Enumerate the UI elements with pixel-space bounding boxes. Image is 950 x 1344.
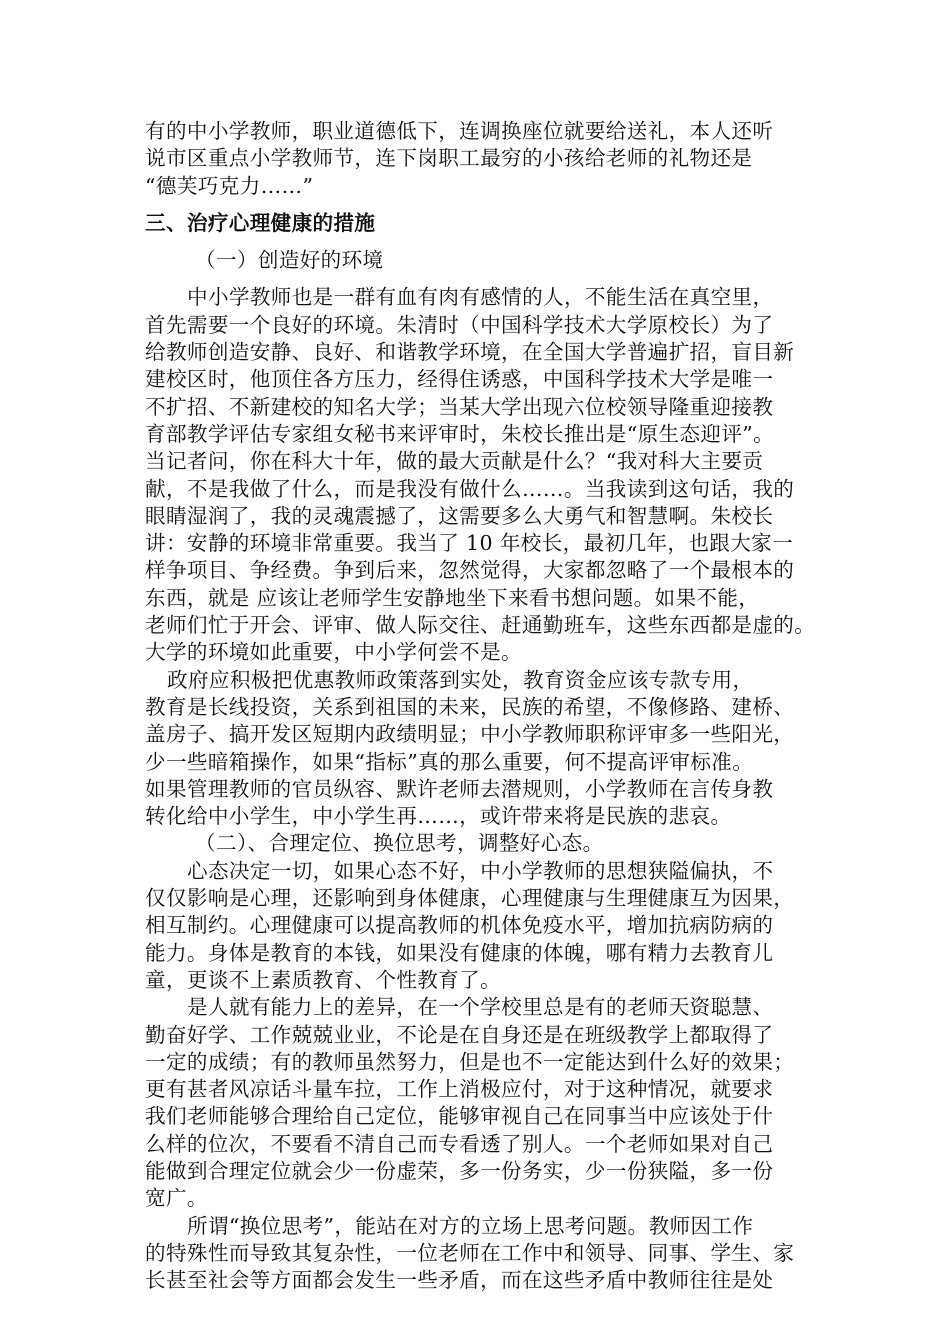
section-heading: 三、治疗心理健康的措施 [145, 210, 376, 235]
text-line: 是人就有能力上的差异，在一个学校里总是有的老师天资聪慧、 [187, 995, 774, 1020]
text-line: 教育是长线投资，关系到祖国的未来，民族的希望，不像修路、建桥、 [145, 694, 795, 719]
text-line: 样争项目、争经费。争到后来，忽然觉得，大家都忽略了一个最根本的 [145, 558, 795, 583]
text-line: 建校区时，他顶住各方压力，经得住诱惑，中国科学技术大学是唯一 [145, 367, 774, 392]
text-line: 给教师创造安静、良好、和谐教学环境，在全国大学普遍扩招，盲目新 [145, 340, 795, 365]
text-line: 说市区重点小学教师节，连下岗职工最穷的小孩给老师的礼物还是 [145, 146, 753, 171]
text-line: 相互制约。心理健康可以提高教师的机体免疫水平，增加抗病防病的 [145, 913, 774, 938]
paragraph-positioning [145, 994, 817, 1212]
text-line: 仅仅影响是心理，还影响到身体健康，心理健康与生理健康互为因果， [145, 886, 795, 911]
paragraph-empathy [145, 1213, 817, 1295]
text-line: 转化给中小学生，中小学生再……，或许带来将是民族的悲哀。 [145, 804, 732, 829]
text-line: 东西，就是 应该让老师学生安静地坐下来看书想问题。如果不能， [145, 585, 760, 610]
text-line: 献，不是我做了什么，而是我没有做什么……。当我读到这句话，我的 [145, 476, 795, 501]
text-line: 童，更谈不上素质教育、个性教育了。 [145, 967, 502, 992]
text-line: 不扩招、不新建校的知名大学；当某大学出现六位校领导隆重迎接教 [145, 394, 774, 419]
text-line: 首先需要一个良好的环境。朱清时（中国科学技术大学原校长）为了 [145, 312, 774, 337]
text-line: “德芙巧克力……” [145, 173, 314, 198]
text-line: 少一些暗箱操作，如果“指标”真的那么重要，何不提高评审标准。 [145, 749, 754, 774]
text-line: 老师们忙于开会、评审、做人际交往、赶通勤班车，这些东西都是虚的。 [145, 613, 816, 638]
text-line: 所谓“换位思考”，能站在对方的立场上思考问题。教师因工作 [187, 1213, 754, 1238]
paragraph-policy [145, 667, 817, 831]
subheading-2: （二）、合理定位、换位思考，调整好心态。 [195, 831, 604, 856]
text-line: 盖房子、搞开发区短期内政绩明显；中小学教师职称评审多一些阳光， [145, 722, 795, 747]
text-line: 讲：安静的环境非常重要。我当了 10 年校长，最初几年，也跟大家一 [145, 531, 794, 556]
text-line: 政府应积极把优惠教师政策落到实处，教育资金应该专款专用， [167, 667, 754, 692]
text-line: 如果管理教师的官员纵容、默许老师去潜规则，小学教师在言传身教 [145, 776, 774, 801]
text-line: 当记者问，你在科大十年，做的最大贡献是什么？“我对科大主要贡 [145, 449, 764, 474]
text-line: 的特殊性而导致其复杂性，一位老师在工作中和领导、同事、学生、家 [145, 1240, 795, 1265]
text-line: 能做到合理定位就会少一份虚荣，多一份务实，少一份狭隘，多一份 [145, 1158, 774, 1183]
text-line: 么样的位次，不要看不清自己而专看透了别人。一个老师如果对自己 [145, 1131, 774, 1156]
intro-paragraph [145, 118, 817, 200]
text-line: 眼睛湿润了，我的灵魂震撼了，这需要多么大勇气和智慧啊。朱校长 [145, 503, 774, 528]
subheading-1: （一）创造好的环境 [195, 248, 384, 273]
text-line: 长甚至社会等方面都会发生一些矛盾，而在这些矛盾中教师往往是处 [145, 1268, 774, 1293]
paragraph-mindset [145, 858, 817, 994]
text-line: 一定的成绩；有的教师虽然努力，但是也不一定能达到什么好的效果； [145, 1049, 795, 1074]
paragraph-environment [145, 284, 817, 666]
text-line: 我们老师能够合理给自己定位，能够审视自己在同事当中应该处于什 [145, 1104, 774, 1129]
text-line: 能力。身体是教育的本钱，如果没有健康的体魄，哪有精力去教育儿 [145, 940, 774, 965]
text-line: 中小学教师也是一群有血有肉有感情的人，不能生活在真空里， [187, 285, 774, 310]
text-line: 更有甚者风凉话斗量车拉，工作上消极应付，对于这种情况，就要求 [145, 1077, 774, 1102]
text-line: 育部教学评估专家组女秘书来评审时，朱校长推出是“原生态迎评”。 [145, 421, 775, 446]
text-line: 勤奋好学、工作兢兢业业，不论是在自身还是在班级教学上都取得了 [145, 1022, 774, 1047]
text-line: 心态决定一切，如果心态不好，中小学教师的思想狭隘偏执，不 [187, 858, 774, 883]
document-page [145, 118, 817, 1294]
text-line: 有的中小学教师，职业道德低下，连调换座位就要给送礼，本人还听 [145, 119, 774, 143]
text-line: 宽广。 [145, 1186, 208, 1211]
text-line: 大学的环境如此重要，中小学何尝不是。 [145, 640, 522, 665]
